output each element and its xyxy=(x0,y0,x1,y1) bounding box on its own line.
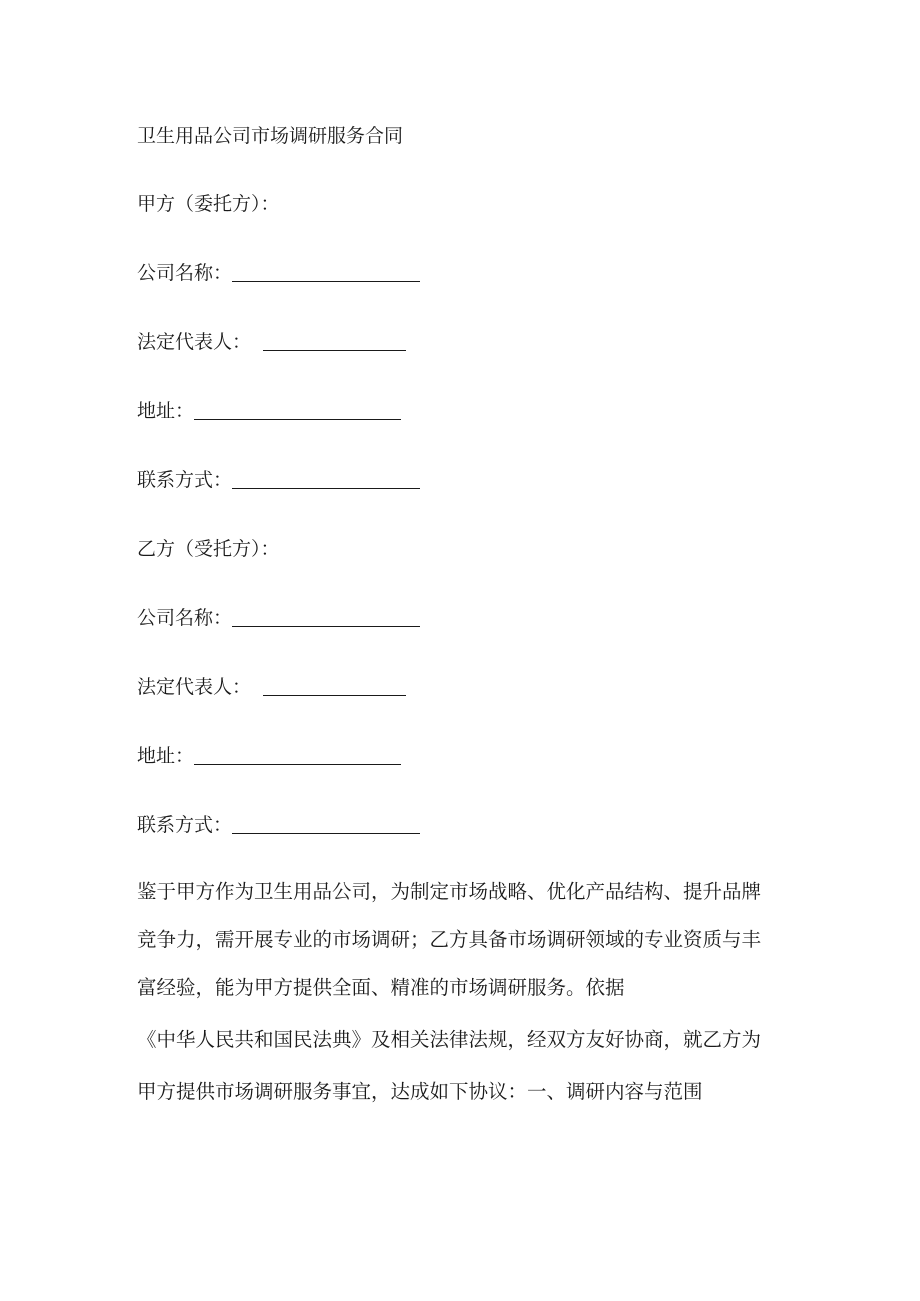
party-b-address-field xyxy=(137,744,401,768)
party-a-contact-field xyxy=(137,468,420,492)
party-a-heading: 甲方（委托方）： xyxy=(137,193,280,215)
preamble-line: 《中华人民共和国民法典》及相关法律法规，经双方友好协商，就乙方为 xyxy=(137,1028,762,1051)
preamble-line: 鉴于甲方作为卫生用品公司，为制定市场战略、优化产品结构、提升品牌 xyxy=(137,880,762,903)
preamble-line: 竞争力，需开展专业的市场调研；乙方具备市场调研领域的专业资质与丰 xyxy=(137,928,762,951)
party-a-address-blank xyxy=(194,401,401,420)
party-a-company-label: 公司名称： xyxy=(137,262,233,284)
party-a-company-field xyxy=(137,261,420,285)
party-a-rep-field xyxy=(137,330,406,354)
preamble-line: 甲方提供市场调研服务事宜，达成如下协议：一、调研内容与范围 xyxy=(137,1080,703,1103)
party-b-company-field xyxy=(137,606,420,630)
party-b-rep-label: 法定代表人： xyxy=(137,676,252,698)
party-b-address-label: 地址： xyxy=(137,745,195,767)
party-a-rep-blank xyxy=(263,332,406,351)
preamble-line: 富经验，能为甲方提供全面、精准的市场调研服务。依据 xyxy=(137,976,625,999)
party-b-company-label: 公司名称： xyxy=(137,607,233,629)
document-title: 卫生用品公司市场调研服务合同 xyxy=(137,125,404,147)
party-b-contact-field xyxy=(137,813,420,837)
party-a-rep-label: 法定代表人： xyxy=(137,331,252,353)
party-b-address-blank xyxy=(194,746,401,765)
party-b-rep-field xyxy=(137,675,406,699)
party-b-heading: 乙方（受托方）： xyxy=(137,538,280,560)
party-b-contact-label: 联系方式： xyxy=(137,814,233,836)
party-b-contact-blank xyxy=(232,815,420,834)
party-a-address-label: 地址： xyxy=(137,400,195,422)
party-a-address-field xyxy=(137,399,401,423)
party-b-company-blank xyxy=(232,608,420,627)
party-b-rep-blank xyxy=(263,677,406,696)
party-a-contact-label: 联系方式： xyxy=(137,469,233,491)
party-a-company-blank xyxy=(232,263,420,282)
party-a-contact-blank xyxy=(232,470,420,489)
